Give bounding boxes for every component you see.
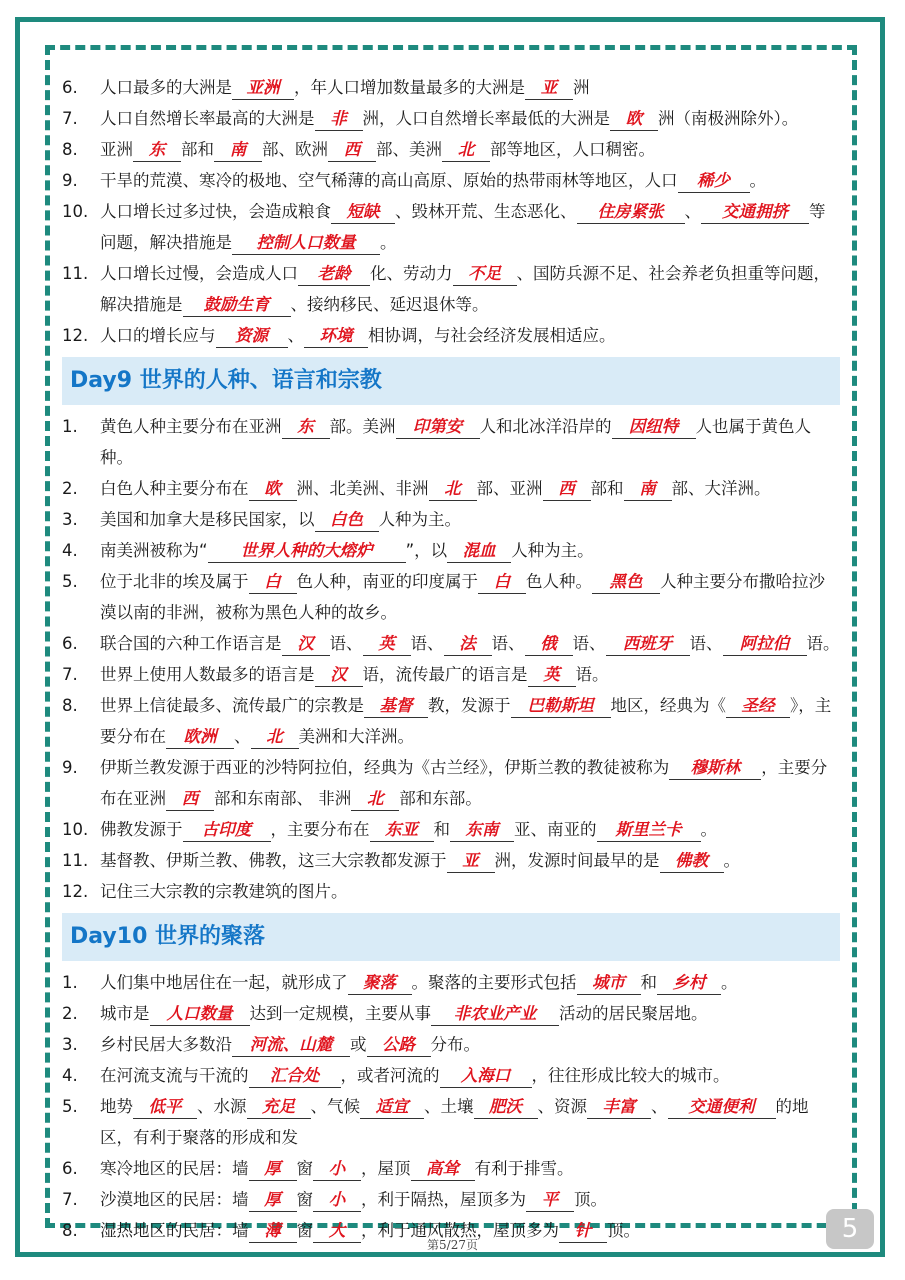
item-text bbox=[100, 628, 840, 659]
item-text bbox=[100, 690, 840, 752]
answer-blank: 鼓励生育 bbox=[183, 294, 291, 317]
answer-blank: 欧 bbox=[610, 108, 658, 131]
item-number: 5. bbox=[62, 572, 78, 591]
item-number: 12. bbox=[62, 882, 89, 901]
question-text: 地势 bbox=[100, 1097, 133, 1116]
question-text: 、接纳移民、延迟退休等。 bbox=[290, 295, 489, 314]
answer-blank: 汉 bbox=[282, 633, 330, 656]
question-text: 顶。 bbox=[607, 1221, 640, 1240]
answer-blank: 资源 bbox=[216, 325, 288, 348]
list-item bbox=[62, 1091, 840, 1153]
question-text: 相协调，与社会经济发展相适应。 bbox=[368, 326, 616, 345]
question-text: 干旱的荒漠、寒冷的极地、空气稀薄的高山高原、原始的热带雨林等地区，人口 bbox=[100, 171, 678, 190]
item-number: 7. bbox=[62, 665, 78, 684]
question-text: 美洲和大洋洲。 bbox=[298, 727, 414, 746]
answer-blank: 非农业产业 bbox=[431, 1003, 559, 1026]
answer-blank: 厚 bbox=[249, 1189, 297, 1212]
item-text bbox=[100, 196, 840, 258]
question-text: 语、 bbox=[491, 634, 525, 653]
list-item bbox=[62, 504, 840, 535]
question-text: 有利于排雪。 bbox=[474, 1159, 574, 1178]
item-number: 1. bbox=[62, 417, 78, 436]
answer-blank: 黑色 bbox=[592, 571, 660, 594]
question-text: 和 bbox=[433, 820, 450, 839]
question-text: 洲（南极洲除外）。 bbox=[658, 109, 799, 128]
answer-blank: 大 bbox=[313, 1220, 361, 1243]
item-number: 9. bbox=[62, 171, 78, 190]
list-item bbox=[62, 998, 840, 1029]
worksheet-content bbox=[62, 72, 840, 1246]
answer-blank: 英 bbox=[363, 633, 411, 656]
item-number: 6. bbox=[62, 1159, 78, 1178]
answer-blank: 穆斯林 bbox=[669, 757, 761, 780]
item-text bbox=[100, 998, 840, 1029]
list-item bbox=[62, 535, 840, 566]
question-text: ，主要分布在 bbox=[270, 820, 370, 839]
question-text: 地区，经典为《 bbox=[610, 696, 726, 715]
list-item bbox=[62, 628, 840, 659]
question-text: 人口增长过慢，会造成人口 bbox=[100, 264, 298, 283]
question-text: 部、大洋洲。 bbox=[671, 479, 771, 498]
question-text: 洲、北美洲、非洲 bbox=[296, 479, 429, 498]
item-text bbox=[100, 72, 840, 103]
question-text: ，利于通风散热，屋顶多为 bbox=[361, 1221, 559, 1240]
list-item bbox=[62, 876, 840, 907]
item-number: 7. bbox=[62, 109, 78, 128]
question-text: 部和 bbox=[181, 140, 214, 159]
answer-blank: 汉 bbox=[315, 664, 363, 687]
answer-blank: 北 bbox=[442, 139, 490, 162]
answer-blank: 俄 bbox=[525, 633, 573, 656]
question-text: ，利于隔热，屋顶多为 bbox=[361, 1190, 526, 1209]
answer-blank: 入海口 bbox=[440, 1065, 532, 1088]
list-item bbox=[62, 690, 840, 752]
question-text: 。 bbox=[749, 171, 766, 190]
item-text bbox=[100, 504, 840, 535]
item-number: 8. bbox=[62, 140, 78, 159]
question-text: ，年人口增加数量最多的大洲是 bbox=[294, 78, 525, 97]
question-text: 人也属于黄色人种。 bbox=[100, 417, 811, 467]
question-text: 、 bbox=[234, 727, 251, 746]
item-text bbox=[100, 258, 840, 320]
answer-blank: 河流、山麓 bbox=[232, 1034, 350, 1057]
question-text: 。聚落的主要形式包括 bbox=[411, 973, 577, 992]
item-number: 10. bbox=[62, 202, 89, 221]
question-text: 人种主要分布撒哈拉沙漠以南的非洲，被称为黑色人种的故乡。 bbox=[100, 572, 825, 622]
list-item bbox=[62, 566, 840, 628]
question-text: 洲，人口自然增长率最低的大洲是 bbox=[362, 109, 610, 128]
question-text: 语。 bbox=[575, 665, 609, 684]
list-item bbox=[62, 134, 840, 165]
question-text: 。 bbox=[700, 820, 717, 839]
answer-blank: 乡村 bbox=[657, 972, 721, 995]
day10-header: Day10 世界的聚落 bbox=[62, 913, 840, 961]
answer-blank: 白色 bbox=[315, 509, 379, 532]
item-text bbox=[100, 752, 840, 814]
question-text: 黄色人种主要分布在亚洲 bbox=[100, 417, 282, 436]
item-text bbox=[100, 967, 840, 998]
question-text: 南美洲被称为“ bbox=[100, 541, 208, 560]
item-number: 11. bbox=[62, 851, 89, 870]
answer-blank: 小 bbox=[313, 1189, 361, 1212]
question-text: 语、 bbox=[329, 634, 363, 653]
item-text bbox=[100, 566, 840, 628]
question-text: ，屋顶 bbox=[361, 1159, 411, 1178]
question-text: 人口的增长应与 bbox=[100, 326, 216, 345]
section-population bbox=[62, 72, 840, 351]
question-text: 窗 bbox=[296, 1221, 313, 1240]
question-text: 白色人种主要分布在 bbox=[100, 479, 249, 498]
item-number: 11. bbox=[62, 264, 89, 283]
answer-blank: 世界人种的大熔炉 bbox=[208, 540, 406, 563]
answer-blank: 南 bbox=[214, 139, 262, 162]
item-number: 10. bbox=[62, 820, 89, 839]
list-item bbox=[62, 165, 840, 196]
answer-blank: 老龄 bbox=[298, 263, 370, 286]
answer-blank: 佛教 bbox=[660, 850, 724, 873]
item-number: 4. bbox=[62, 541, 78, 560]
item-number: 2. bbox=[62, 479, 78, 498]
question-text: 色人种。 bbox=[526, 572, 592, 591]
question-text: 人口最多的大洲是 bbox=[100, 78, 232, 97]
question-text: 或 bbox=[350, 1035, 367, 1054]
question-text: 部和东部。 bbox=[399, 789, 482, 808]
question-text: 人口增长过多过快，会造成粮食 bbox=[100, 202, 331, 221]
answer-blank: 适宜 bbox=[360, 1096, 424, 1119]
question-text: 窗 bbox=[296, 1190, 313, 1209]
question-text: 部和东南部、 非洲 bbox=[214, 789, 352, 808]
question-text: 部和 bbox=[590, 479, 624, 498]
answer-blank: 英 bbox=[528, 664, 576, 687]
question-text: 亚、南亚的 bbox=[514, 820, 597, 839]
question-text: 。 bbox=[721, 973, 738, 992]
answer-blank: 公路 bbox=[367, 1034, 431, 1057]
answer-blank: 阿拉伯 bbox=[723, 633, 807, 656]
answer-blank: 基督 bbox=[364, 695, 428, 718]
question-text: 语、 bbox=[689, 634, 723, 653]
answer-blank: 低平 bbox=[133, 1096, 197, 1119]
item-text bbox=[100, 320, 840, 351]
item-text bbox=[100, 1029, 840, 1060]
answer-blank: 针 bbox=[559, 1220, 607, 1243]
question-text: ，往往形成比较大的城市。 bbox=[531, 1066, 730, 1085]
item-number: 5. bbox=[62, 1097, 78, 1116]
answer-blank: 西 bbox=[543, 478, 591, 501]
question-text: 人和北冰洋沿岸的 bbox=[479, 417, 612, 436]
question-text: 洲 bbox=[573, 78, 590, 97]
answer-blank: 西班牙 bbox=[606, 633, 690, 656]
question-text: 分布。 bbox=[430, 1035, 480, 1054]
question-text: 窗 bbox=[296, 1159, 313, 1178]
question-text: 的地区，有利于聚落的形成和发 bbox=[100, 1097, 809, 1147]
answer-blank: 欧洲 bbox=[166, 726, 234, 749]
answer-blank: 肥沃 bbox=[474, 1096, 538, 1119]
question-text: 和 bbox=[640, 973, 657, 992]
item-number: 6. bbox=[62, 634, 78, 653]
question-text: 达到一定规模，主要从事 bbox=[249, 1004, 431, 1023]
list-item bbox=[62, 196, 840, 258]
section-race-language-religion bbox=[62, 411, 840, 907]
item-number: 3. bbox=[62, 1035, 78, 1054]
item-text bbox=[100, 1153, 840, 1184]
answer-blank: 交通拥挤 bbox=[701, 201, 809, 224]
question-text: 部、美洲 bbox=[376, 140, 442, 159]
answer-blank: 东亚 bbox=[370, 819, 434, 842]
item-text bbox=[100, 165, 840, 196]
answer-blank: 亚 bbox=[525, 77, 573, 100]
answer-blank: 稀少 bbox=[678, 170, 750, 193]
question-text: 化、劳动力 bbox=[370, 264, 453, 283]
question-text: 、 bbox=[287, 326, 304, 345]
item-number: 3. bbox=[62, 510, 78, 529]
question-text: 人们集中地居住在一起，就形成了 bbox=[100, 973, 348, 992]
answer-blank: 东 bbox=[133, 139, 181, 162]
answer-blank: 北 bbox=[251, 726, 299, 749]
item-text bbox=[100, 1184, 840, 1215]
answer-blank: 厚 bbox=[249, 1158, 297, 1181]
answer-blank: 因纽特 bbox=[612, 416, 696, 439]
question-text: 洲，发源时间最早的是 bbox=[494, 851, 660, 870]
item-number: 8. bbox=[62, 696, 78, 715]
question-text: 色人种，南亚的印度属于 bbox=[296, 572, 478, 591]
answer-blank: 东 bbox=[282, 416, 330, 439]
item-number: 12. bbox=[62, 326, 89, 345]
answer-blank: 控制人口数量 bbox=[232, 232, 380, 255]
answer-blank: 非 bbox=[315, 108, 363, 131]
answer-blank: 南 bbox=[624, 478, 672, 501]
list-item bbox=[62, 659, 840, 690]
question-text: 美国和加拿大是移民国家，以 bbox=[100, 510, 315, 529]
question-text: 。 bbox=[723, 851, 740, 870]
question-text: 佛教发源于 bbox=[100, 820, 183, 839]
answer-blank: 印第安 bbox=[396, 416, 480, 439]
item-text bbox=[100, 1060, 840, 1091]
question-text: ”，以 bbox=[405, 541, 448, 560]
list-item bbox=[62, 1060, 840, 1091]
question-text: 伊斯兰教发源于西亚的沙特阿拉伯，经典为《古兰经》，伊斯兰教的教徒被称为 bbox=[100, 758, 670, 777]
answer-blank: 不足 bbox=[453, 263, 517, 286]
item-number: 6. bbox=[62, 78, 78, 97]
answer-blank: 亚洲 bbox=[232, 77, 294, 100]
answer-blank: 人口数量 bbox=[150, 1003, 250, 1026]
question-text: 世界上使用人数最多的语言是 bbox=[100, 665, 315, 684]
answer-blank: 斯里兰卡 bbox=[597, 819, 701, 842]
question-text: 位于北非的埃及属于 bbox=[100, 572, 249, 591]
answer-blank: 西 bbox=[328, 139, 376, 162]
answer-blank: 平 bbox=[526, 1189, 574, 1212]
answer-blank: 城市 bbox=[577, 972, 641, 995]
answer-blank: 北 bbox=[429, 478, 477, 501]
list-item bbox=[62, 752, 840, 814]
question-text: 教，发源于 bbox=[428, 696, 511, 715]
item-text bbox=[100, 411, 840, 473]
list-item bbox=[62, 103, 840, 134]
answer-blank: 巴勒斯坦 bbox=[511, 695, 611, 718]
question-text: 语，流传最广的语言是 bbox=[362, 665, 528, 684]
question-text: 亚洲 bbox=[100, 140, 133, 159]
answer-blank: 环境 bbox=[304, 325, 368, 348]
question-text: 寒冷地区的民居：墙 bbox=[100, 1159, 249, 1178]
page-number-badge: 5 bbox=[826, 1209, 874, 1249]
question-text: ，或者河流的 bbox=[340, 1066, 440, 1085]
question-text: 乡村民居大多数沿 bbox=[100, 1035, 232, 1054]
question-text: 语、 bbox=[410, 634, 444, 653]
list-item bbox=[62, 814, 840, 845]
item-text bbox=[100, 659, 840, 690]
page-footer: 第5/27页 bbox=[427, 1238, 478, 1252]
question-text: 顶。 bbox=[574, 1190, 607, 1209]
answer-blank: 法 bbox=[444, 633, 492, 656]
question-text: 、毁林开荒、生态恶化、 bbox=[395, 202, 577, 221]
item-number: 8. bbox=[62, 1221, 78, 1240]
question-text: 联合国的六种工作语言是 bbox=[100, 634, 282, 653]
day9-header: Day9 世界的人种、语言和宗教 bbox=[62, 357, 840, 405]
answer-blank: 白 bbox=[249, 571, 297, 594]
question-text: 》，主要分布在 bbox=[100, 696, 832, 746]
question-text: 、国防兵源不足、社会养老负担重等问题，解决措施是 bbox=[100, 264, 830, 314]
question-text: 、土壤 bbox=[424, 1097, 474, 1116]
question-text: 、气候 bbox=[310, 1097, 360, 1116]
question-text: 语、 bbox=[572, 634, 606, 653]
answer-blank: 汇合处 bbox=[249, 1065, 341, 1088]
answer-blank: 短缺 bbox=[331, 201, 395, 224]
answer-blank: 圣经 bbox=[726, 695, 790, 718]
question-text: 人种为主。 bbox=[511, 541, 594, 560]
answer-blank: 白 bbox=[478, 571, 526, 594]
answer-blank: 西 bbox=[166, 788, 214, 811]
answer-blank: 小 bbox=[313, 1158, 361, 1181]
question-text: 、 bbox=[684, 202, 701, 221]
item-text bbox=[100, 103, 840, 134]
question-text: 等问题，解决措施是 bbox=[100, 202, 826, 252]
list-item bbox=[62, 473, 840, 504]
item-text bbox=[100, 814, 840, 845]
section-settlements bbox=[62, 967, 840, 1246]
question-text: 基督教、伊斯兰教、佛教，这三大宗教都发源于 bbox=[100, 851, 447, 870]
list-item bbox=[62, 320, 840, 351]
question-text: 部等地区，人口稠密。 bbox=[490, 140, 655, 159]
question-text: 沙漠地区的民居：墙 bbox=[100, 1190, 249, 1209]
item-text bbox=[100, 535, 840, 566]
list-item bbox=[62, 258, 840, 320]
list-item bbox=[62, 1184, 840, 1215]
answer-blank: 北 bbox=[351, 788, 399, 811]
question-text: 部。美洲 bbox=[329, 417, 396, 436]
answer-blank: 高耸 bbox=[411, 1158, 475, 1181]
question-text: 世界上信徒最多、流传最广的宗教是 bbox=[100, 696, 364, 715]
question-text: 在河流支流与干流的 bbox=[100, 1066, 249, 1085]
item-number: 9. bbox=[62, 758, 78, 777]
item-text bbox=[100, 1091, 840, 1153]
item-text bbox=[100, 134, 840, 165]
question-text: 、资源 bbox=[537, 1097, 587, 1116]
question-text: 记住三大宗教的宗教建筑的图片。 bbox=[100, 882, 348, 901]
answer-blank: 亚 bbox=[447, 850, 495, 873]
list-item bbox=[62, 72, 840, 103]
item-number: 7. bbox=[62, 1190, 78, 1209]
question-text: 人种为主。 bbox=[378, 510, 461, 529]
answer-blank: 混血 bbox=[447, 540, 511, 563]
question-text: ，主要分布在亚洲 bbox=[100, 758, 828, 808]
question-text: 人口自然增长率最高的大洲是 bbox=[100, 109, 315, 128]
question-text: 部、欧洲 bbox=[262, 140, 328, 159]
list-item bbox=[62, 967, 840, 998]
question-text: 、 bbox=[651, 1097, 668, 1116]
answer-blank: 丰富 bbox=[587, 1096, 651, 1119]
answer-blank: 聚落 bbox=[348, 972, 412, 995]
question-text: 。 bbox=[380, 233, 397, 252]
item-number: 1. bbox=[62, 973, 78, 992]
question-text: 湿热地区的民居：墙 bbox=[100, 1221, 249, 1240]
list-item bbox=[62, 1029, 840, 1060]
list-item bbox=[62, 845, 840, 876]
answer-blank: 欧 bbox=[249, 478, 297, 501]
question-text: 、水源 bbox=[197, 1097, 247, 1116]
item-number: 2. bbox=[62, 1004, 78, 1023]
question-text: 语。 bbox=[806, 634, 840, 653]
answer-blank: 交通便利 bbox=[668, 1096, 776, 1119]
item-number: 4. bbox=[62, 1066, 78, 1085]
question-text: 部、亚洲 bbox=[476, 479, 543, 498]
answer-blank: 住房紧张 bbox=[577, 201, 685, 224]
answer-blank: 薄 bbox=[249, 1220, 297, 1243]
answer-blank: 充足 bbox=[247, 1096, 311, 1119]
question-text: 城市是 bbox=[100, 1004, 150, 1023]
list-item bbox=[62, 1153, 840, 1184]
answer-blank: 东南 bbox=[450, 819, 514, 842]
item-text bbox=[100, 845, 840, 876]
item-text bbox=[100, 876, 840, 907]
answer-blank: 古印度 bbox=[183, 819, 271, 842]
question-text: 活动的居民聚居地。 bbox=[559, 1004, 708, 1023]
item-text bbox=[100, 473, 840, 504]
list-item bbox=[62, 411, 840, 473]
